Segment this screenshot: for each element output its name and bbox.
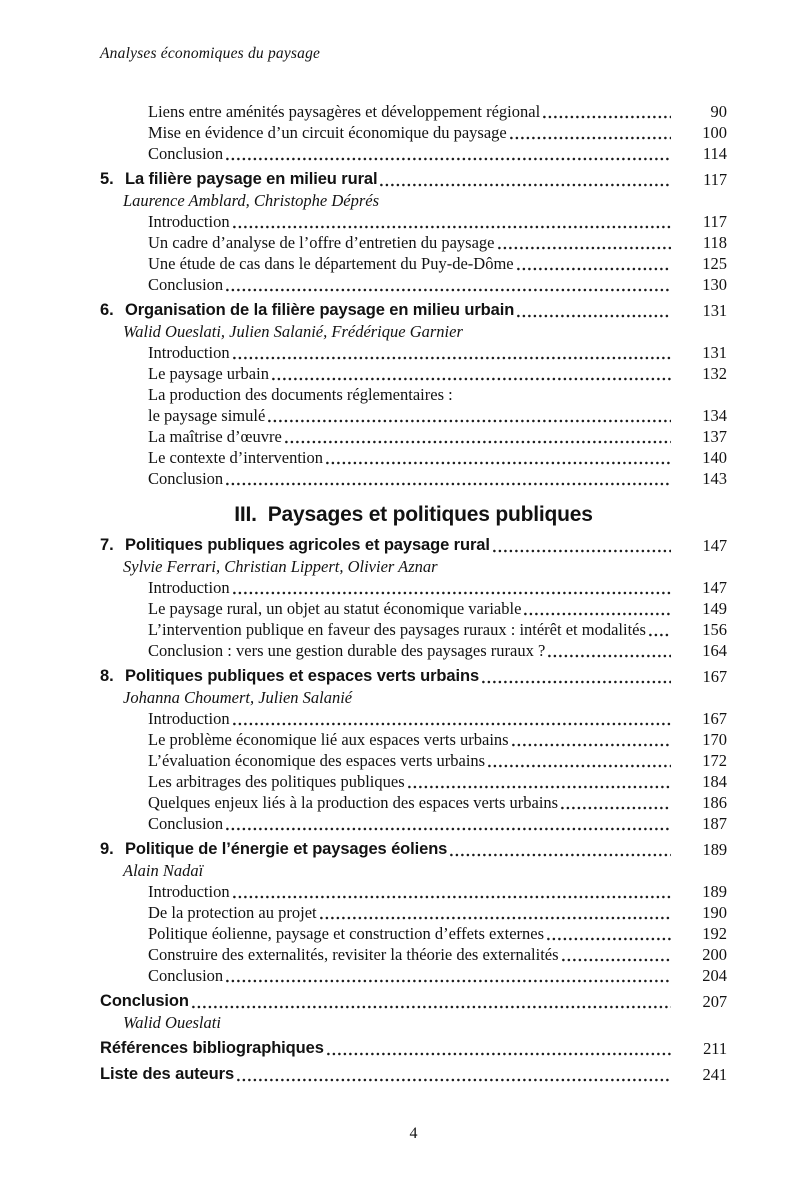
page-ref: 131 <box>702 342 727 362</box>
toc-entry-row <box>100 771 727 792</box>
entry-title: Quelques enjeux liés à la production des espaces verts urbains <box>148 792 559 812</box>
page-ref: 147 <box>702 577 727 597</box>
page-ref: 200 <box>702 944 727 964</box>
toc-entry-row <box>100 122 727 143</box>
entry-title: Liens entre aménités paysagères et développement régional <box>148 101 541 121</box>
toc-authors-row <box>100 190 727 211</box>
page-ref: 170 <box>702 729 727 749</box>
entry-title: Introduction <box>148 577 230 597</box>
dot-leader <box>649 633 671 637</box>
toc-entry-row <box>100 447 727 468</box>
toc-authors-row <box>100 321 727 342</box>
entry-title: Politiques publiques agricoles et paysage rural <box>125 535 490 554</box>
toc-entry-row <box>100 426 727 447</box>
page-ref: 132 <box>702 363 727 383</box>
entry-title: Introduction <box>148 708 230 728</box>
toc-entry-row <box>100 598 727 619</box>
dot-leader <box>285 440 671 444</box>
page-ref: 131 <box>702 300 727 320</box>
toc-authors-row <box>100 556 727 577</box>
page-ref: 125 <box>702 253 727 273</box>
page-ref: 90 <box>710 101 727 121</box>
page-ref: 143 <box>702 468 727 488</box>
dot-leader <box>380 183 671 187</box>
page-ref: 117 <box>702 211 727 231</box>
authors-line: Alain Nadaï <box>123 860 204 880</box>
dot-leader <box>326 461 671 465</box>
page-ref: 137 <box>702 426 727 446</box>
running-head: Analyses économiques du paysage <box>100 45 321 62</box>
page-ref: 117 <box>703 169 727 189</box>
chapter-number: 7. <box>100 535 114 554</box>
toc-chapter-row <box>100 666 727 687</box>
dot-leader <box>226 288 671 292</box>
chapter-number: 8. <box>100 666 114 685</box>
toc-entry-row <box>100 342 727 363</box>
dot-leader <box>226 827 671 831</box>
page-ref: 211 <box>703 1038 727 1058</box>
toc-entry-row <box>100 729 727 750</box>
entry-title: Politiques publiques et espaces verts urbains <box>125 666 480 685</box>
toc-entry-row <box>100 101 727 122</box>
entry-title: Une étude de cas dans le département du Puy-de-Dôme <box>148 253 514 273</box>
page-ref: 190 <box>702 902 727 922</box>
dot-leader <box>543 115 671 119</box>
dot-leader <box>510 136 671 140</box>
toc-entry-row <box>100 965 727 986</box>
toc-backmatter-row <box>100 1064 727 1085</box>
dot-leader <box>192 1005 671 1009</box>
dot-leader <box>233 591 671 595</box>
toc-entry-row <box>100 232 727 253</box>
toc-entry-row <box>100 253 727 274</box>
toc-entry-row <box>100 274 727 295</box>
toc-entry-row <box>100 640 727 661</box>
toc-entry-row <box>100 468 727 489</box>
toc-entry-row <box>100 405 727 426</box>
chapter-number: 6. <box>100 300 114 319</box>
dot-leader <box>524 612 671 616</box>
dot-leader <box>493 549 671 553</box>
dot-leader <box>547 937 671 941</box>
page-ref: 149 <box>702 598 727 618</box>
toc-entry-row <box>100 619 727 640</box>
toc-entry-row <box>100 143 727 164</box>
page-ref: 114 <box>702 143 727 163</box>
page-ref: 147 <box>702 535 727 555</box>
dot-leader <box>233 356 671 360</box>
part-title: Paysages et politiques publiques <box>267 502 593 526</box>
toc-backmatter-row <box>100 1038 727 1059</box>
toc-authors-row <box>100 1012 727 1033</box>
part-number: III. <box>234 502 257 526</box>
page-ref: 184 <box>702 771 727 791</box>
dot-leader <box>233 225 671 229</box>
toc-entry-row <box>100 708 727 729</box>
page-ref: 172 <box>702 750 727 770</box>
dot-leader <box>226 482 671 486</box>
page-ref: 192 <box>702 923 727 943</box>
toc-entry-row <box>100 813 727 834</box>
toc-entry-row <box>100 577 727 598</box>
dot-leader <box>450 853 671 857</box>
chapter-number: 5. <box>100 169 114 188</box>
chapter-number: 9. <box>100 839 114 858</box>
entry-title: La production des documents réglementaires : <box>148 384 453 404</box>
authors-line: Walid Oueslati <box>123 1012 221 1032</box>
dot-leader <box>320 916 671 920</box>
entry-title: Le paysage urbain <box>148 363 269 383</box>
toc-chapter-row <box>100 169 727 190</box>
entry-title: L’évaluation économique des espaces verts urbains <box>148 750 486 770</box>
dot-leader <box>562 958 671 962</box>
page-ref: 100 <box>702 122 727 142</box>
page-ref: 186 <box>702 792 727 812</box>
page-ref: 156 <box>702 619 727 639</box>
entry-title: Le problème économique lié aux espaces verts urbains <box>148 729 509 749</box>
toc-authors-row <box>100 860 727 881</box>
entry-title: La maîtrise d’œuvre <box>148 426 282 446</box>
dot-leader <box>498 246 672 250</box>
page-ref: 189 <box>702 881 727 901</box>
entry-title: Introduction <box>148 881 230 901</box>
dot-leader <box>268 419 671 423</box>
toc-entry-row <box>100 902 727 923</box>
dot-leader <box>512 743 671 747</box>
dot-leader <box>226 979 671 983</box>
entry-title: Conclusion <box>100 991 189 1010</box>
entry-title: Les arbitrages des politiques publiques <box>148 771 405 791</box>
toc-entry-row <box>100 881 727 902</box>
toc-backmatter-row <box>100 991 727 1012</box>
page-ref: 134 <box>702 405 727 425</box>
toc-entry-row <box>100 923 727 944</box>
entry-title: La filière paysage en milieu rural <box>125 169 378 188</box>
toc-entry-row <box>100 944 727 965</box>
entry-title: Références bibliographiques <box>100 1038 324 1057</box>
dot-leader <box>488 764 671 768</box>
dot-leader <box>327 1052 671 1056</box>
authors-line: Sylvie Ferrari, Christian Lippert, Olivier Aznar <box>123 556 438 576</box>
dot-leader <box>517 314 671 318</box>
page-ref: 207 <box>702 991 727 1011</box>
page-ref: 204 <box>702 965 727 985</box>
page-ref: 140 <box>702 447 727 467</box>
entry-title: Construire des externalités, revisiter la théorie des externalités <box>148 944 559 964</box>
entry-title: Conclusion <box>148 813 224 833</box>
dot-leader <box>548 654 671 658</box>
dot-leader <box>226 157 671 161</box>
toc-authors-row <box>100 687 727 708</box>
page-ref: 167 <box>702 708 727 728</box>
part-heading <box>100 502 727 528</box>
toc-chapter-row <box>100 300 727 321</box>
entry-title: Politique de l’énergie et paysages éoliens <box>125 839 448 858</box>
entry-title: Conclusion <box>148 274 224 294</box>
dot-leader <box>233 895 671 899</box>
dot-leader <box>561 806 671 810</box>
authors-line: Laurence Amblard, Christophe Déprés <box>123 190 380 210</box>
entry-title: Conclusion : vers une gestion durable des paysages ruraux ? <box>148 640 546 660</box>
entry-title: Liste des auteurs <box>100 1064 235 1083</box>
entry-title: Politique éolienne, paysage et construction d’effets externes <box>148 923 545 943</box>
page-number: 4 <box>409 1124 418 1142</box>
toc-chapter-row <box>100 535 727 556</box>
entry-title: Le paysage rural, un objet au statut économique variable <box>148 598 522 618</box>
entry-title: Organisation de la filière paysage en milieu urbain <box>125 300 515 319</box>
dot-leader <box>237 1078 671 1082</box>
dot-leader <box>233 722 671 726</box>
page-ref: 130 <box>702 274 727 294</box>
authors-line: Johanna Choumert, Julien Salanié <box>123 687 353 707</box>
entry-title: Un cadre d’analyse de l’offre d’entretien du paysage <box>148 232 495 252</box>
toc-chapter-row <box>100 839 727 860</box>
entry-title: Mise en évidence d’un circuit économique du paysage <box>148 122 507 142</box>
entry-title: Conclusion <box>148 468 224 488</box>
page-ref: 164 <box>702 640 727 660</box>
toc-entry-row <box>100 384 727 405</box>
dot-leader <box>482 680 671 684</box>
dot-leader <box>517 267 671 271</box>
dot-leader <box>272 377 671 381</box>
toc-list <box>100 101 727 1085</box>
authors-line: Walid Oueslati, Julien Salanié, Frédérique Garnier <box>123 321 463 341</box>
toc-entry-row <box>100 363 727 384</box>
page-ref: 167 <box>702 666 727 686</box>
entry-title: Introduction <box>148 342 230 362</box>
toc-entry-row <box>100 211 727 232</box>
dot-leader <box>408 785 671 789</box>
page-ref: 118 <box>702 232 727 252</box>
entry-title: le paysage simulé <box>148 405 266 425</box>
entry-title: Conclusion <box>148 965 224 985</box>
page-ref: 241 <box>702 1064 727 1084</box>
entry-title: Conclusion <box>148 143 224 163</box>
entry-title: L’intervention publique en faveur des paysages ruraux : intérêt et modalités <box>148 619 646 639</box>
entry-title: Le contexte d’intervention <box>148 447 324 467</box>
entry-title: De la protection au projet <box>148 902 317 922</box>
toc-entry-row <box>100 750 727 771</box>
page-ref: 187 <box>702 813 727 833</box>
entry-title: Introduction <box>148 211 230 231</box>
toc-entry-row <box>100 792 727 813</box>
page-ref: 189 <box>702 839 727 859</box>
